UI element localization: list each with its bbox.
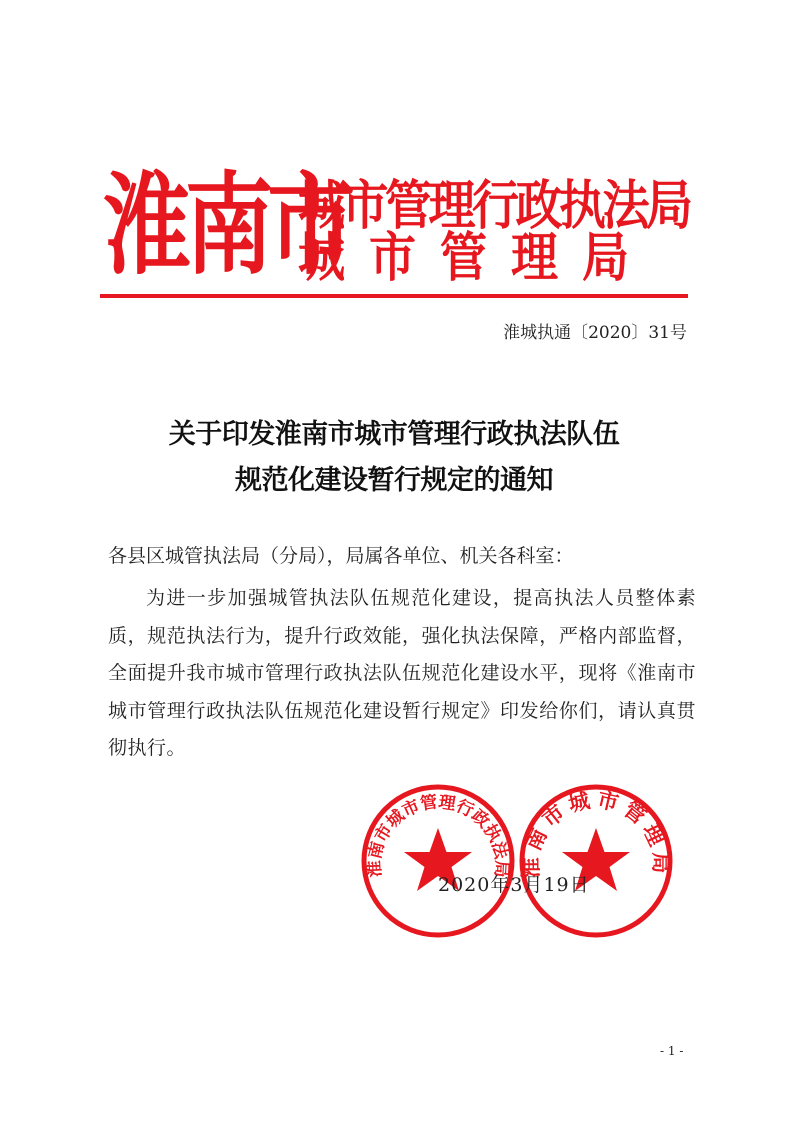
seal-right <box>518 783 674 939</box>
issue-date: 2020年3月19日 <box>438 874 590 896</box>
letterhead-red-rule <box>100 294 688 298</box>
title-line-1: 关于印发淮南市城市管理行政执法队伍 <box>168 419 620 450</box>
letterhead-city: 淮南市 <box>103 161 350 290</box>
body-paragraph: 为进一步加强城管执法队伍规范化建设，提高执法人员整体素质，规范执法行为，提升行政效能，强化执法保障，严格内部监督，全面提升我市城市管理行政执法队伍规范化建设水平，现将《淮南市城市管理行政执法队伍规范化建设暂行规定》印发给你们，请认真贯彻执行。 <box>108 587 696 759</box>
letterhead-line-2: 城市管理局 <box>298 227 653 290</box>
page-number: - 1 - <box>660 1044 684 1058</box>
letterhead-line-1: 城市管理行政执法局 <box>298 175 690 238</box>
addressee: 各县区城管执法局（分局），局属各单位、机关各科室： <box>108 545 574 567</box>
seal-left-text: 淮南市城市管理行政执法局 <box>364 792 512 878</box>
title-line-2: 规范化建设暂行规定的通知 <box>235 465 553 496</box>
seal-left <box>360 783 516 939</box>
seal-right-text: 淮南市城市管理局 <box>518 787 674 879</box>
document-number: 淮城执通〔2020〕31号 <box>503 323 687 343</box>
